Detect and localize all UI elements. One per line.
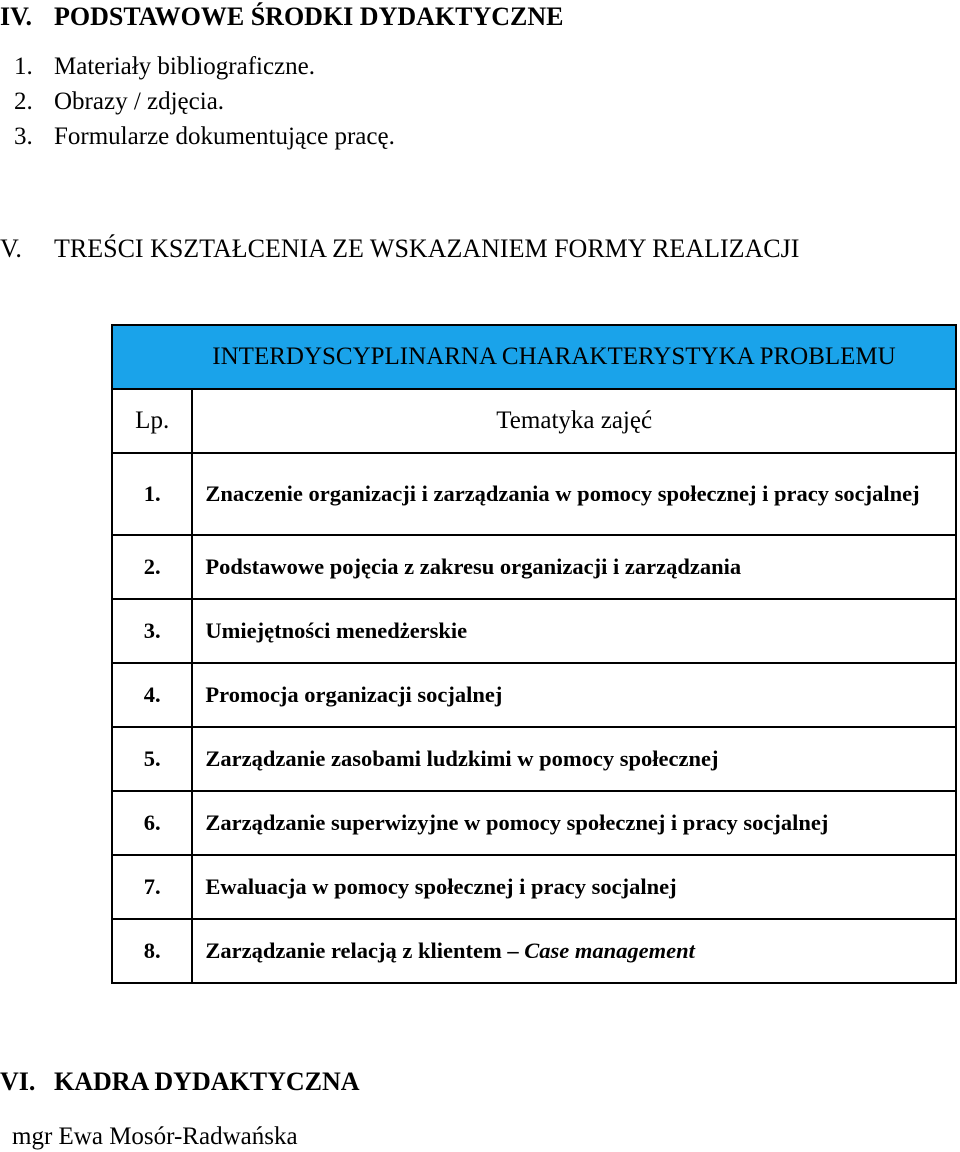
table-row bbox=[112, 663, 956, 727]
list-item bbox=[14, 52, 315, 82]
list-item-number: 3. bbox=[14, 123, 33, 150]
table-row bbox=[112, 919, 956, 983]
column-header-lp: Lp. bbox=[112, 389, 192, 453]
table-row bbox=[112, 599, 956, 663]
row-number: 1. bbox=[112, 453, 192, 535]
list-item-text: Materiały bibliograficzne. bbox=[54, 53, 315, 80]
row-topic: Umiejętności menedżerskie bbox=[192, 599, 956, 663]
list-item-number: 2. bbox=[14, 88, 33, 115]
section-vi-number: VI. bbox=[0, 1067, 36, 1096]
row-topic-italic: Case management bbox=[524, 938, 695, 963]
row-topic: Ewaluacja w pomocy społecznej i pracy socjalnej bbox=[192, 855, 956, 919]
row-topic bbox=[192, 919, 956, 983]
row-number: 4. bbox=[112, 663, 192, 727]
row-number: 2. bbox=[112, 535, 192, 599]
row-topic: Zarządzanie superwizyjne w pomocy społecznej i pracy socjalnej bbox=[192, 791, 956, 855]
section-iv-heading bbox=[0, 2, 563, 32]
list-item bbox=[14, 87, 224, 117]
row-topic: Zarządzanie zasobami ludzkimi w pomocy społecznej bbox=[192, 727, 956, 791]
row-topic: Promocja organizacji socjalnej bbox=[192, 663, 956, 727]
list-item bbox=[14, 122, 395, 152]
section-vi-heading bbox=[0, 1067, 360, 1097]
row-topic: Znaczenie organizacji i zarządzania w pomocy społecznej i pracy socjalnej bbox=[192, 453, 956, 535]
table-row bbox=[112, 453, 956, 535]
table-header: INTERDYSCYPLINARNA CHARAKTERYSTYKA PROBLEMU bbox=[112, 325, 956, 389]
section-iv-number: IV. bbox=[0, 2, 33, 31]
row-number: 5. bbox=[112, 727, 192, 791]
column-header-topic: Tematyka zajęć bbox=[192, 389, 956, 453]
list-item-text: Obrazy / zdjęcia. bbox=[54, 88, 225, 115]
row-number: 7. bbox=[112, 855, 192, 919]
section-v-title: TREŚCI KSZTAŁCENIA ZE WSKAZANIEM FORMY REALIZACJI bbox=[54, 234, 800, 263]
section-iv-title: PODSTAWOWE ŚRODKI DYDAKTYCZNE bbox=[54, 2, 564, 31]
row-number: 3. bbox=[112, 599, 192, 663]
section-vi-title: KADRA DYDAKTYCZNA bbox=[54, 1067, 360, 1096]
row-number: 6. bbox=[112, 791, 192, 855]
table-row bbox=[112, 535, 956, 599]
row-topic: Podstawowe pojęcia z zakresu organizacji i zarządzania bbox=[192, 535, 956, 599]
list-item-text: Formularze dokumentujące pracę. bbox=[54, 123, 395, 150]
row-topic-text: Zarządzanie relacją z klientem – bbox=[205, 938, 525, 963]
table-row bbox=[112, 791, 956, 855]
row-number: 8. bbox=[112, 919, 192, 983]
section-v-number: V. bbox=[0, 234, 22, 263]
topics-table bbox=[111, 324, 957, 984]
section-v-heading bbox=[0, 234, 799, 264]
table-row bbox=[112, 727, 956, 791]
table-row bbox=[112, 855, 956, 919]
author-name: mgr Ewa Mosór-Radwańska bbox=[12, 1123, 298, 1150]
list-item-number: 1. bbox=[14, 53, 33, 80]
